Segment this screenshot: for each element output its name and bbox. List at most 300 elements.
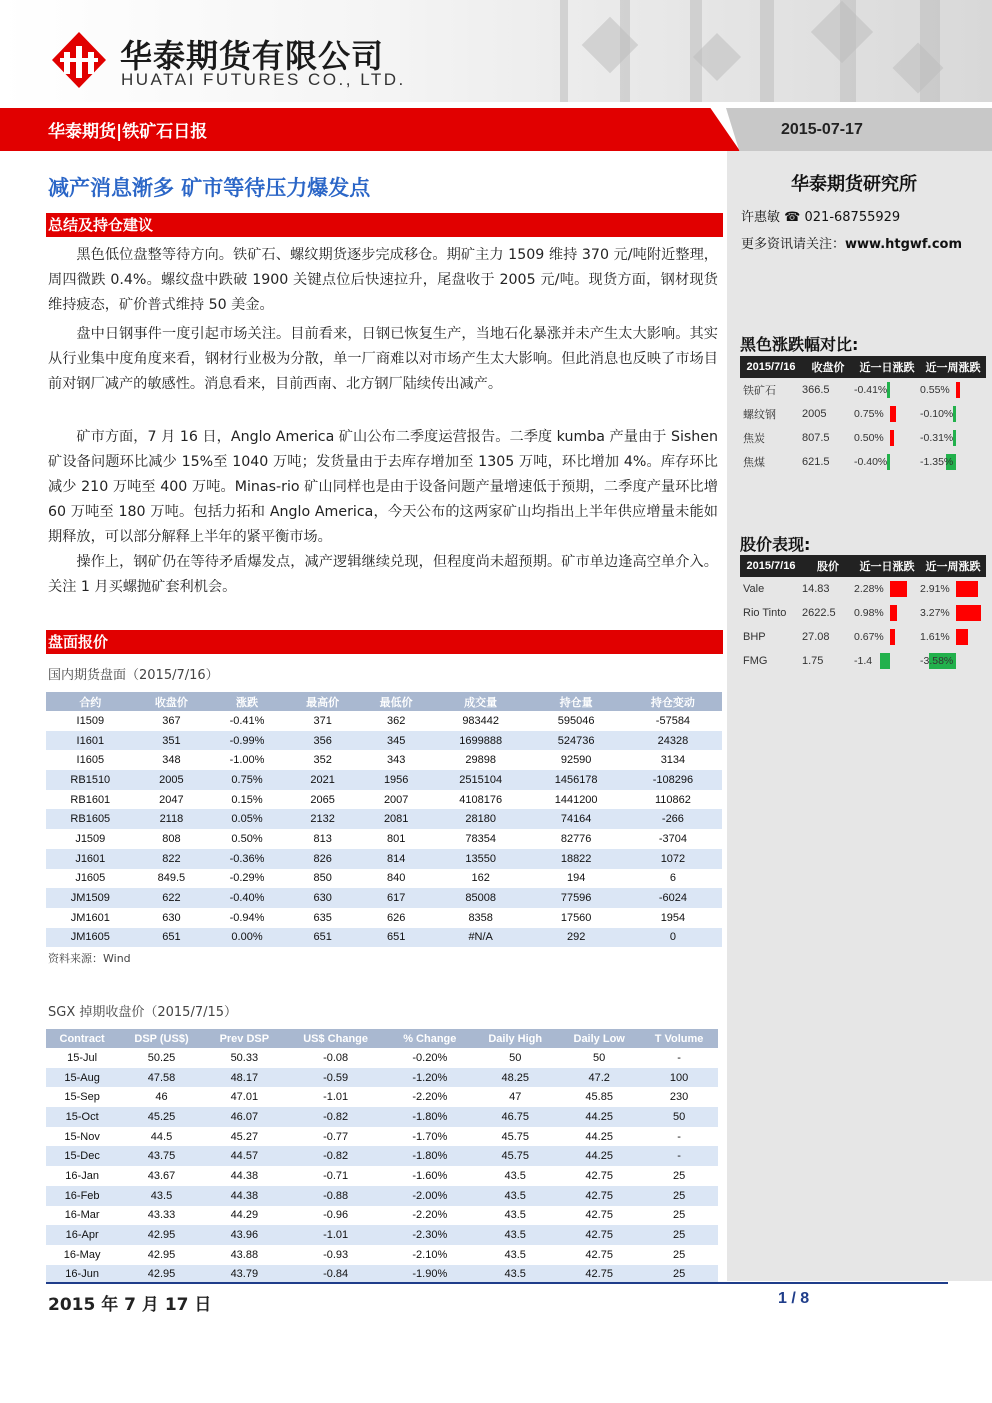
stock-bar-d1 bbox=[890, 605, 897, 621]
domestic-cell: 813 bbox=[313, 832, 332, 845]
stock-change-w1 bbox=[920, 649, 986, 673]
table-row bbox=[46, 888, 722, 908]
stock-bar-d1 bbox=[890, 629, 895, 645]
black-row bbox=[740, 450, 986, 474]
domestic-cell: 651 bbox=[135, 928, 209, 948]
stock-change-d1 bbox=[854, 649, 920, 673]
table-row bbox=[46, 1146, 718, 1166]
table-row bbox=[46, 1048, 718, 1068]
domestic-cell: 28180 bbox=[433, 809, 528, 829]
domestic-cell: 352 bbox=[313, 754, 332, 767]
sgx-cell: -1.70% bbox=[412, 1130, 448, 1143]
table-row bbox=[46, 869, 722, 889]
black-bar-d1 bbox=[890, 406, 896, 422]
sgx-cell: 16-May bbox=[63, 1248, 101, 1261]
stock-value-w1: 2.91% bbox=[920, 583, 950, 595]
domestic-cell: 2081 bbox=[359, 809, 433, 829]
source-note: 资料来源：Wind bbox=[48, 952, 131, 965]
domestic-cell: 345 bbox=[359, 731, 433, 751]
domestic-cell: 92590 bbox=[560, 754, 592, 767]
domestic-cell: 850 bbox=[313, 872, 332, 885]
website-link[interactable]: www.htgwf.com bbox=[845, 237, 963, 252]
domestic-cell: JM1605 bbox=[46, 928, 135, 948]
stock-bar-w1 bbox=[956, 581, 978, 597]
black-bar-w1 bbox=[953, 430, 956, 446]
domestic-cell: 0 bbox=[624, 928, 722, 948]
domestic-cell: 194 bbox=[566, 872, 586, 885]
domestic-cell: 4108176 bbox=[459, 793, 503, 806]
sgx-cell: -2.20% bbox=[412, 1091, 448, 1104]
domestic-cell: 356 bbox=[286, 731, 360, 751]
table-row bbox=[46, 1087, 718, 1107]
domestic-cell: 3134 bbox=[660, 754, 686, 767]
more-info bbox=[741, 233, 962, 252]
domestic-cell: J1601 bbox=[46, 849, 135, 869]
sgx-cell: -2.20% bbox=[412, 1209, 448, 1222]
stock-table bbox=[740, 555, 986, 673]
sgx-cell: 16-Jun bbox=[46, 1265, 118, 1285]
sgx-cell: 25 bbox=[672, 1169, 686, 1182]
company-name-en: HUATAI FUTURES CO., LTD. bbox=[121, 70, 406, 89]
domestic-cell: 17560 bbox=[560, 911, 592, 924]
domestic-cell: #N/A bbox=[433, 928, 528, 948]
stock-name: FMG bbox=[743, 655, 768, 667]
domestic-cell: 1699888 bbox=[433, 731, 528, 751]
sgx-cell: 45.27 bbox=[230, 1130, 259, 1143]
sgx-cell: 42.75 bbox=[585, 1209, 613, 1222]
domestic-cell: 82776 bbox=[560, 832, 592, 845]
stock-change-w1 bbox=[920, 601, 986, 625]
stock-bar-d1 bbox=[890, 581, 907, 597]
report-name: 华泰期货|铁矿石日报 bbox=[48, 122, 208, 142]
sgx-cell: 42.75 bbox=[558, 1265, 640, 1285]
sgx-cell: 43.5 bbox=[504, 1248, 526, 1261]
stock-bar-w1 bbox=[956, 629, 968, 645]
sgx-cell: 25 bbox=[640, 1186, 718, 1206]
table-row bbox=[46, 1186, 718, 1206]
sgx-header-cell: Contract bbox=[46, 1029, 118, 1048]
sgx-cell: 50.33 bbox=[230, 1051, 259, 1064]
domestic-cell: 78354 bbox=[465, 832, 496, 845]
domestic-cell: -6024 bbox=[624, 888, 722, 908]
domestic-cell: -0.40% bbox=[208, 888, 286, 908]
table-row bbox=[46, 750, 722, 770]
black-name: 铁矿石 bbox=[743, 385, 776, 397]
sgx-header-cell: Daily Low bbox=[558, 1029, 640, 1048]
domestic-cell: 630 bbox=[286, 888, 360, 908]
sgx-cell: 47 bbox=[509, 1091, 522, 1104]
stock-price: 27.08 bbox=[802, 631, 830, 643]
stock-price: 14.83 bbox=[802, 583, 830, 595]
sgx-swap-table bbox=[46, 1029, 718, 1284]
domestic-cell: 826 bbox=[286, 849, 360, 869]
domestic-cell: 2047 bbox=[159, 793, 184, 806]
black-name: 焦炭 bbox=[743, 433, 765, 445]
domestic-cell: 1072 bbox=[624, 849, 722, 869]
sgx-cell: 43.79 bbox=[205, 1265, 284, 1285]
sgx-cell: - bbox=[677, 1051, 681, 1064]
stock-header-cell: 2015/7/16 bbox=[740, 555, 802, 577]
sgx-cell: 46 bbox=[155, 1091, 168, 1104]
domestic-cell: 2065 bbox=[310, 793, 335, 806]
domestic-cell: 110862 bbox=[654, 793, 691, 806]
footer-date: 2015 年 7 月 17 日 bbox=[48, 1295, 212, 1315]
analyst-name: 许惠敏 bbox=[741, 210, 781, 225]
sgx-cell: -1.01 bbox=[323, 1091, 349, 1104]
stock-bar-w1 bbox=[956, 605, 981, 621]
article-title: 减产消息渐多 矿市等待压力爆发点 bbox=[48, 176, 371, 200]
sgx-cell: 42.95 bbox=[147, 1248, 176, 1261]
company-logo bbox=[52, 32, 106, 88]
domestic-cell: 2515104 bbox=[433, 770, 528, 790]
sgx-cell: -1.60% bbox=[412, 1169, 448, 1182]
domestic-cell: 362 bbox=[387, 714, 406, 727]
domestic-table-title: 国内期货盘面（2015/7/16） bbox=[48, 668, 219, 683]
more-info-label: 更多资讯请关注： bbox=[741, 237, 846, 252]
sgx-cell: 45.25 bbox=[118, 1107, 205, 1127]
sgx-cell: -0.82 bbox=[284, 1107, 387, 1127]
sgx-cell: 15-Dec bbox=[46, 1146, 118, 1166]
domestic-cell: JM1601 bbox=[70, 911, 110, 924]
black-value-w1: 0.55% bbox=[920, 384, 950, 396]
stock-name: BHP bbox=[743, 631, 766, 643]
stock-title: 股价表现: bbox=[740, 535, 811, 554]
domestic-header-cell: 涨跌 bbox=[208, 692, 286, 711]
black-compare-title: 黑色涨跌幅对比: bbox=[740, 335, 859, 354]
black-value-w1: -0.10% bbox=[920, 408, 954, 420]
sgx-cell: 50 bbox=[509, 1051, 522, 1064]
sgx-cell: 100 bbox=[640, 1068, 718, 1088]
phone-icon: ☎ bbox=[784, 210, 801, 225]
sgx-cell: -0.82 bbox=[284, 1146, 387, 1166]
domestic-cell: I1605 bbox=[76, 754, 105, 767]
domestic-cell: 18822 bbox=[528, 849, 623, 869]
sgx-header-cell: DSP (US$) bbox=[118, 1029, 205, 1048]
sgx-cell: - bbox=[677, 1130, 681, 1143]
paragraph-1: 黑色低位盘整等待方向。铁矿石、螺纹期货逐步完成移仓。期矿主力 1509 维持 370 元/吨附近整理，周四微跌 0.4%。螺纹盘中跌破 1900 关键点位后快速拉升，尾盘收于 2005 元/吨。现货方面，钢材现货维持疲态，矿价普式维持 50 美金。 bbox=[48, 247, 718, 313]
domestic-cell: -3704 bbox=[658, 832, 687, 845]
sgx-cell: 42.75 bbox=[585, 1248, 613, 1261]
sgx-cell: 50 bbox=[593, 1051, 606, 1064]
stock-row bbox=[740, 649, 986, 673]
domestic-cell: 0.05% bbox=[208, 809, 286, 829]
black-header-cell: 2015/7/16 bbox=[740, 356, 802, 378]
black-value-w1: -1.35% bbox=[920, 456, 954, 468]
black-price: 366.5 bbox=[802, 384, 830, 396]
stock-header-cell: 股价 bbox=[802, 555, 854, 577]
black-value-d1: -0.40% bbox=[854, 456, 888, 468]
domestic-cell: 348 bbox=[162, 754, 181, 767]
domestic-cell: 0.50% bbox=[231, 832, 263, 845]
sgx-cell: 47.2 bbox=[558, 1068, 640, 1088]
table-row bbox=[46, 790, 722, 810]
sgx-cell: 44.25 bbox=[558, 1146, 640, 1166]
sgx-cell: 43.96 bbox=[205, 1225, 284, 1245]
domestic-cell: RB1510 bbox=[46, 770, 135, 790]
domestic-cell: 1441200 bbox=[554, 793, 598, 806]
sgx-cell: 15-Jul bbox=[67, 1051, 98, 1064]
stock-price: 2622.5 bbox=[802, 607, 836, 619]
domestic-cell: J1605 bbox=[75, 872, 106, 885]
black-price: 2005 bbox=[802, 408, 827, 420]
quotes-heading: 盘面报价 bbox=[46, 630, 723, 654]
domestic-cell: -0.99% bbox=[208, 731, 286, 751]
domestic-cell: 24328 bbox=[624, 731, 722, 751]
sgx-cell: -2.30% bbox=[387, 1225, 472, 1245]
sgx-cell: -0.59 bbox=[284, 1068, 387, 1088]
sgx-cell: 16-Feb bbox=[46, 1186, 118, 1206]
sgx-cell: 43.33 bbox=[147, 1209, 176, 1222]
domestic-cell: 840 bbox=[387, 872, 406, 885]
domestic-cell: 74164 bbox=[528, 809, 623, 829]
sgx-header-cell: % Change bbox=[387, 1029, 472, 1048]
table-row bbox=[46, 1225, 718, 1245]
sgx-cell: 47.58 bbox=[118, 1068, 205, 1088]
sgx-cell: 44.25 bbox=[558, 1107, 640, 1127]
sgx-cell: 44.38 bbox=[230, 1169, 259, 1182]
sgx-cell: -1.20% bbox=[387, 1068, 472, 1088]
table-row bbox=[46, 849, 722, 869]
table-row bbox=[46, 928, 722, 948]
domestic-cell: -108296 bbox=[624, 770, 722, 790]
sgx-cell: 42.75 bbox=[558, 1186, 640, 1206]
black-price: 807.5 bbox=[802, 432, 830, 444]
stock-change-w1 bbox=[920, 625, 986, 649]
sgx-cell: -1.80% bbox=[387, 1146, 472, 1166]
black-row bbox=[740, 402, 986, 426]
sgx-cell: 25 bbox=[672, 1248, 686, 1261]
sgx-header-cell: Prev DSP bbox=[205, 1029, 284, 1048]
domestic-cell: J1509 bbox=[75, 832, 106, 845]
domestic-cell: 2132 bbox=[286, 809, 360, 829]
domestic-header-cell: 合约 bbox=[46, 692, 135, 711]
domestic-cell: 524736 bbox=[528, 731, 623, 751]
black-value-w1: -0.31% bbox=[920, 432, 954, 444]
stock-price: 1.75 bbox=[802, 655, 824, 667]
black-change-w1 bbox=[920, 378, 986, 402]
sgx-cell: 15-Nov bbox=[64, 1130, 100, 1143]
sgx-cell: 230 bbox=[669, 1091, 689, 1104]
stock-bar-d1 bbox=[880, 653, 891, 669]
sgx-cell: 44.29 bbox=[230, 1209, 259, 1222]
black-change-w1 bbox=[920, 402, 986, 426]
domestic-cell: 1956 bbox=[359, 770, 433, 790]
sgx-cell: 46.07 bbox=[205, 1107, 284, 1127]
summary-heading: 总结及持仓建议 bbox=[46, 213, 723, 237]
domestic-cell: 651 bbox=[359, 928, 433, 948]
table-row bbox=[46, 1245, 718, 1265]
black-change-d1 bbox=[854, 402, 920, 426]
sgx-cell: 48.17 bbox=[205, 1068, 284, 1088]
sgx-cell: -1.01 bbox=[284, 1225, 387, 1245]
black-bar-d1 bbox=[887, 382, 890, 398]
black-bar-w1 bbox=[956, 382, 960, 398]
black-change-w1 bbox=[920, 426, 986, 450]
institute-name: 华泰期货研究所 bbox=[791, 174, 917, 195]
stock-name: Rio Tinto bbox=[743, 607, 787, 619]
domestic-cell: I1509 bbox=[76, 714, 105, 727]
black-header-cell: 收盘价 bbox=[802, 356, 854, 378]
sgx-cell: -0.20% bbox=[412, 1051, 448, 1064]
stock-change-w1 bbox=[920, 577, 986, 601]
sgx-cell: 44.25 bbox=[585, 1130, 613, 1143]
black-change-d1 bbox=[854, 378, 920, 402]
domestic-cell: -0.41% bbox=[229, 714, 265, 727]
domestic-header-cell: 最低价 bbox=[359, 692, 433, 711]
domestic-cell: 371 bbox=[313, 714, 332, 727]
stock-change-d1 bbox=[854, 625, 920, 649]
sgx-cell: 43.67 bbox=[147, 1169, 176, 1182]
paragraph-2: 盘中日钢事件一度引起市场关注。目前看来，日钢已恢复生产，当地石化暴涨并未产生太大影响。其实从行业集中度角度来看，钢材行业极为分散，单一厂商难以对市场产生太大影响。但此消息也反映了市场目前对钢厂减产的敏感性。消息看来，目前西南、北方钢厂陆续传出减产。 bbox=[48, 326, 718, 392]
sgx-cell: 45.75 bbox=[472, 1146, 558, 1166]
table-row bbox=[46, 711, 722, 731]
stock-row bbox=[740, 577, 986, 601]
sgx-cell: 43.5 bbox=[472, 1186, 558, 1206]
sgx-cell: 50.25 bbox=[147, 1051, 176, 1064]
table-row bbox=[46, 1206, 718, 1226]
domestic-cell: 1456178 bbox=[528, 770, 623, 790]
sgx-cell: 43.5 bbox=[118, 1186, 205, 1206]
domestic-cell: 343 bbox=[387, 754, 406, 767]
black-bar-w1 bbox=[953, 406, 956, 422]
sgx-cell: 42.95 bbox=[118, 1265, 205, 1285]
table-row bbox=[46, 770, 722, 790]
domestic-header-cell: 收盘价 bbox=[135, 692, 209, 711]
sgx-table-title: SGX 掉期收盘价（2015/7/15） bbox=[48, 1005, 238, 1020]
domestic-cell: 808 bbox=[162, 832, 181, 845]
stock-change-d1 bbox=[854, 577, 920, 601]
black-compare-table bbox=[740, 356, 986, 474]
table-row bbox=[46, 731, 722, 751]
black-header-cell: 近一周涨跌 bbox=[920, 356, 986, 378]
company-name-cn: 华泰期货有限公司 bbox=[120, 37, 385, 75]
domestic-cell: 2007 bbox=[383, 793, 409, 806]
sgx-cell: 46.75 bbox=[472, 1107, 558, 1127]
stock-header-cell: 近一日涨跌 bbox=[854, 555, 920, 577]
domestic-cell: JM1509 bbox=[46, 888, 135, 908]
sgx-cell: 16-Mar bbox=[64, 1209, 100, 1222]
sgx-cell: -1.90% bbox=[387, 1265, 472, 1285]
sgx-cell: 44.57 bbox=[205, 1146, 284, 1166]
sgx-cell: 16-Apr bbox=[46, 1225, 118, 1245]
black-bar-d1 bbox=[887, 454, 890, 470]
black-name: 螺纹钢 bbox=[743, 409, 776, 421]
black-value-d1: 0.75% bbox=[854, 408, 884, 420]
domestic-cell: 2021 bbox=[286, 770, 360, 790]
sgx-cell: -0.88 bbox=[284, 1186, 387, 1206]
sgx-cell: 43.5 bbox=[472, 1265, 558, 1285]
sgx-cell: 45.85 bbox=[585, 1091, 613, 1104]
domestic-cell: 6 bbox=[669, 872, 676, 885]
stock-name: Vale bbox=[743, 583, 765, 595]
table-row bbox=[46, 1107, 718, 1127]
black-value-d1: -0.41% bbox=[854, 384, 888, 396]
black-change-d1 bbox=[854, 450, 920, 474]
domestic-cell: 617 bbox=[359, 888, 433, 908]
sgx-cell: -2.00% bbox=[387, 1186, 472, 1206]
domestic-cell: 2118 bbox=[135, 809, 209, 829]
domestic-cell: -1.00% bbox=[229, 754, 265, 767]
sgx-header-cell: Daily High bbox=[472, 1029, 558, 1048]
domestic-cell: -0.94% bbox=[229, 911, 265, 924]
black-row bbox=[740, 378, 986, 402]
analyst-contact bbox=[741, 206, 900, 225]
domestic-cell: 292 bbox=[528, 928, 623, 948]
domestic-cell: 822 bbox=[135, 849, 209, 869]
domestic-cell: 983442 bbox=[462, 714, 500, 727]
domestic-header-cell: 持仓变动 bbox=[624, 692, 722, 711]
sgx-cell: - bbox=[640, 1146, 718, 1166]
stock-row bbox=[740, 625, 986, 649]
sgx-cell: 48.25 bbox=[472, 1068, 558, 1088]
black-change-w1 bbox=[920, 450, 986, 474]
domestic-cell: 85008 bbox=[433, 888, 528, 908]
domestic-cell: 622 bbox=[135, 888, 209, 908]
domestic-cell: 2005 bbox=[135, 770, 209, 790]
sgx-cell: 42.75 bbox=[585, 1169, 613, 1182]
sgx-cell: 43.5 bbox=[504, 1169, 526, 1182]
sgx-cell: -0.77 bbox=[323, 1130, 349, 1143]
domestic-cell: 814 bbox=[359, 849, 433, 869]
stock-value-w1: 3.27% bbox=[920, 607, 950, 619]
domestic-cell: -57584 bbox=[655, 714, 691, 727]
sgx-header-cell: US$ Change bbox=[284, 1029, 387, 1048]
sgx-cell: 45.75 bbox=[501, 1130, 529, 1143]
sgx-cell: 42.75 bbox=[558, 1225, 640, 1245]
stock-row bbox=[740, 601, 986, 625]
sgx-cell: 50 bbox=[640, 1107, 718, 1127]
sgx-cell: 15-Sep bbox=[64, 1091, 100, 1104]
domestic-cell: 635 bbox=[313, 911, 332, 924]
sgx-cell: 43.88 bbox=[230, 1248, 259, 1261]
stock-value-w1: 1.61% bbox=[920, 631, 950, 643]
sgx-cell: 42.95 bbox=[118, 1225, 205, 1245]
domestic-cell: 367 bbox=[162, 714, 181, 727]
sgx-cell: 43.75 bbox=[118, 1146, 205, 1166]
domestic-cell: 626 bbox=[387, 911, 406, 924]
sgx-cell: 44.5 bbox=[150, 1130, 173, 1143]
sgx-cell: -0.96 bbox=[323, 1209, 349, 1222]
domestic-cell: 162 bbox=[471, 872, 490, 885]
stock-change-d1 bbox=[854, 601, 920, 625]
table-row bbox=[46, 1166, 718, 1186]
domestic-cell: -266 bbox=[624, 809, 722, 829]
sgx-cell: -0.71 bbox=[323, 1169, 349, 1182]
sgx-cell: -1.80% bbox=[387, 1107, 472, 1127]
page-number: 1 / 8 bbox=[778, 1290, 810, 1307]
table-row bbox=[46, 1127, 718, 1147]
domestic-cell: I1601 bbox=[46, 731, 135, 751]
sgx-cell: -2.10% bbox=[412, 1248, 448, 1261]
domestic-cell: 0.00% bbox=[208, 928, 286, 948]
table-row bbox=[46, 809, 722, 829]
stock-value-d1: 0.67% bbox=[854, 631, 884, 643]
domestic-cell: 351 bbox=[135, 731, 209, 751]
domestic-cell: 29898 bbox=[465, 754, 496, 767]
black-value-d1: 0.50% bbox=[854, 432, 884, 444]
domestic-header-cell: 最高价 bbox=[286, 692, 360, 711]
stock-value-d1: 0.98% bbox=[854, 607, 884, 619]
table-row bbox=[46, 1068, 718, 1088]
domestic-cell: 595046 bbox=[557, 714, 595, 727]
sgx-cell: 47.01 bbox=[230, 1091, 259, 1104]
sgx-cell: 43.5 bbox=[472, 1225, 558, 1245]
table-row bbox=[46, 908, 722, 928]
black-name: 焦煤 bbox=[743, 457, 765, 469]
domestic-cell: -0.29% bbox=[229, 872, 265, 885]
domestic-cell: 849.5 bbox=[157, 872, 186, 885]
table-row bbox=[46, 829, 722, 849]
